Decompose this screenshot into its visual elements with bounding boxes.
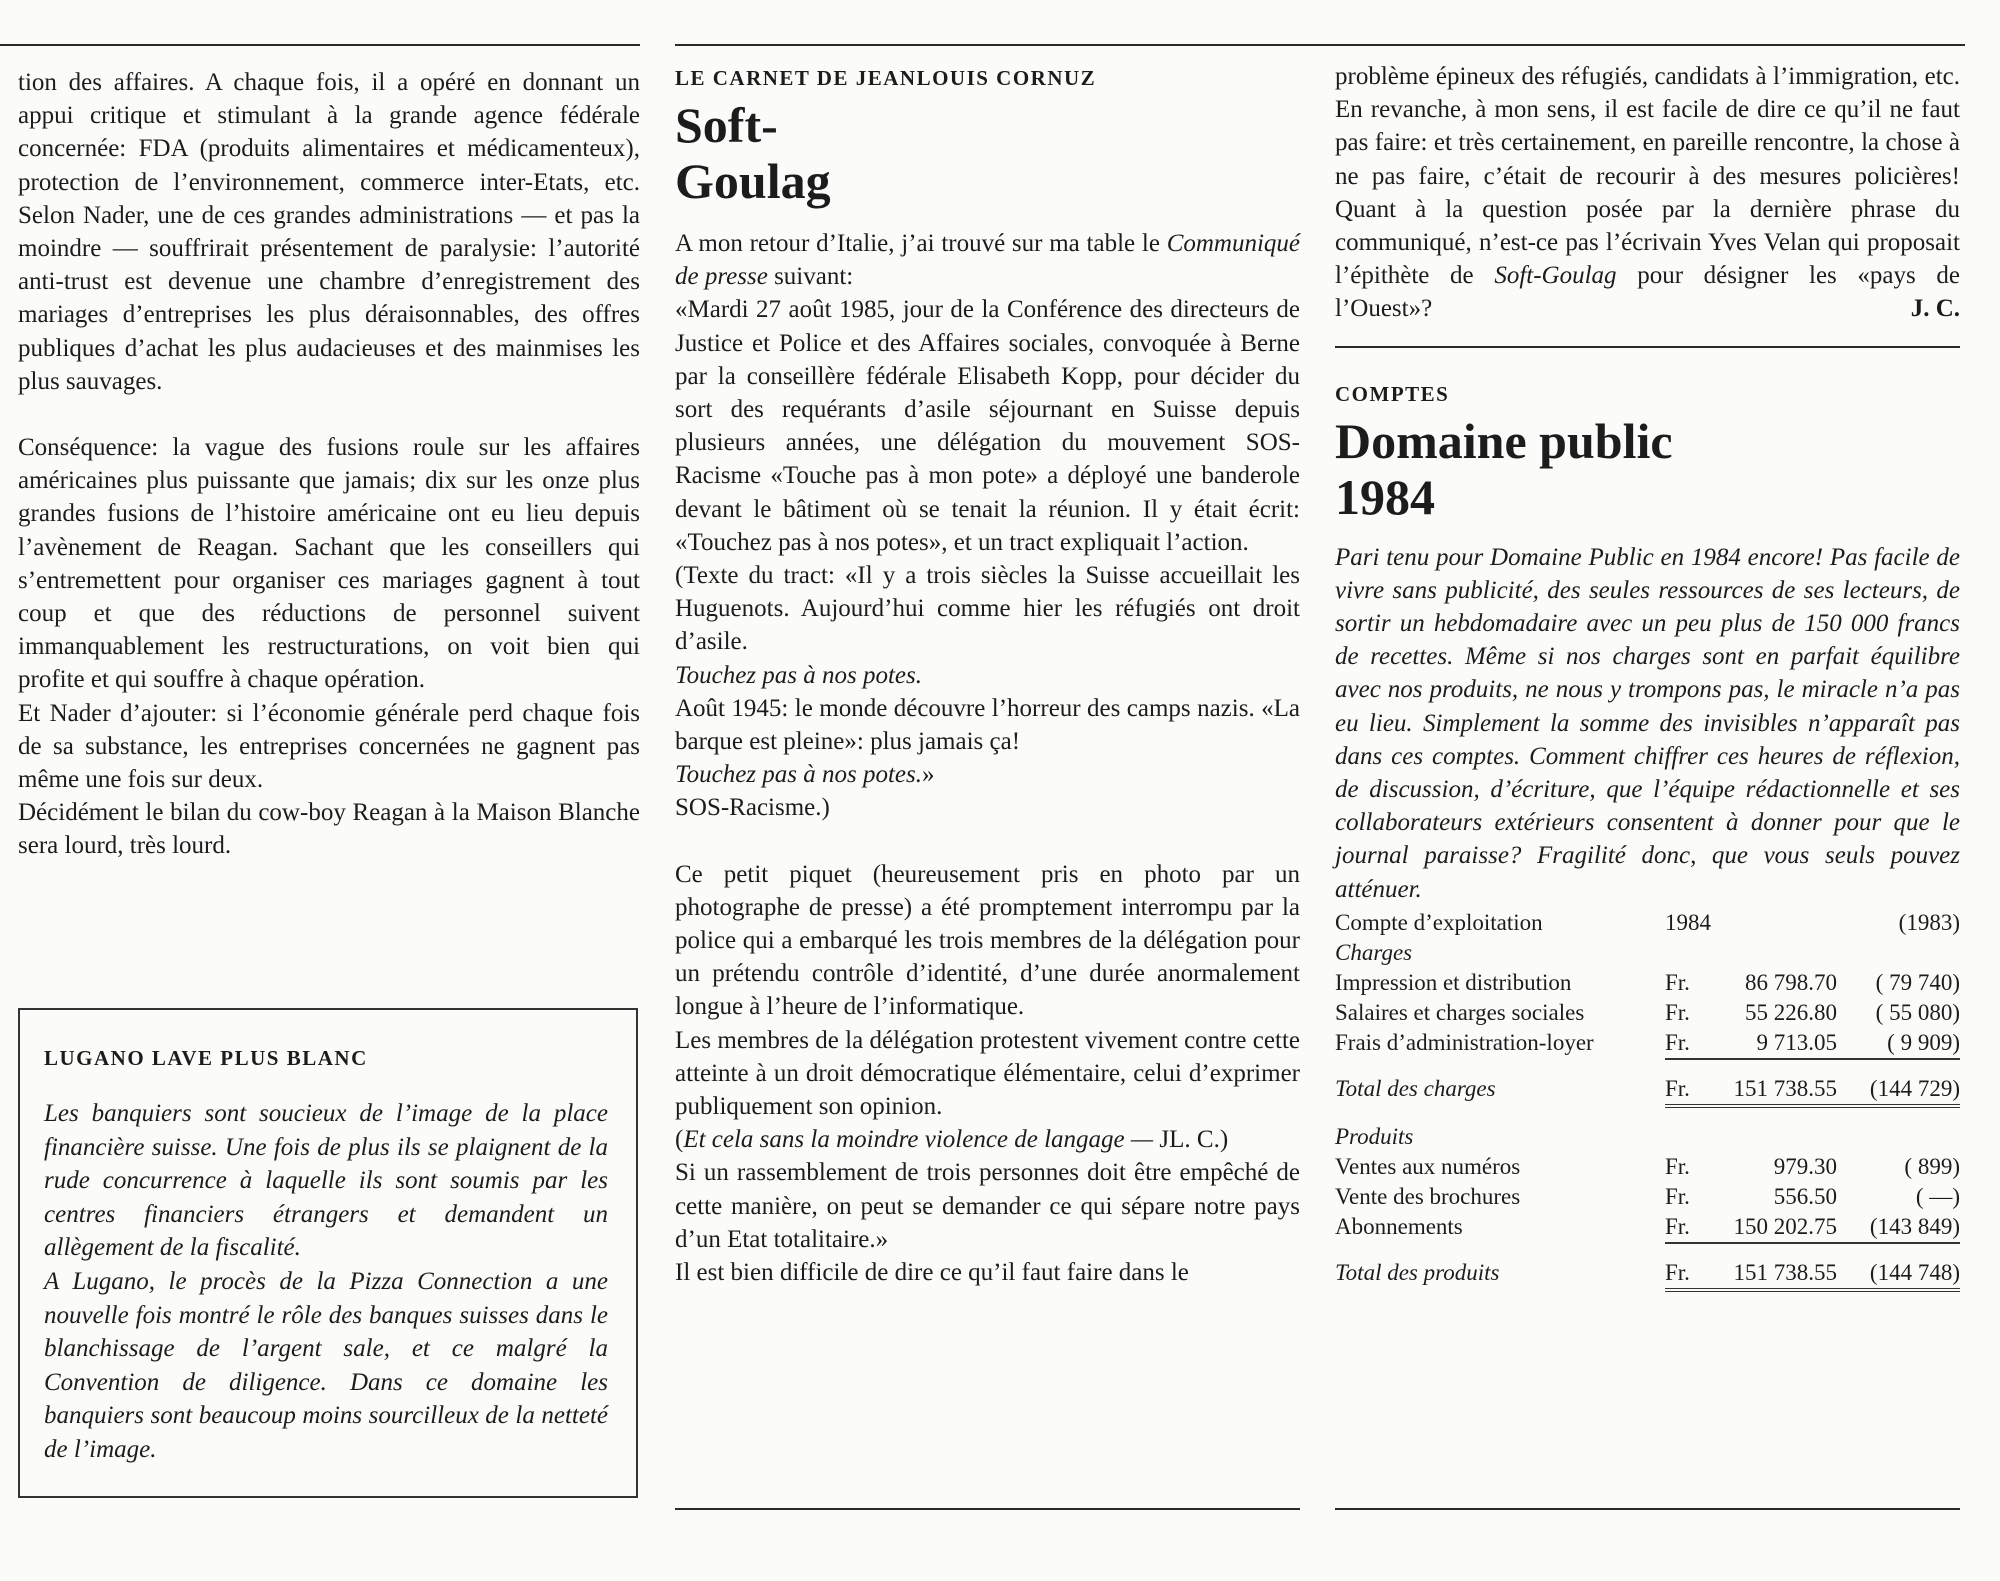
table-row (1335, 1028, 1960, 1059)
table-cell-amount: 9 713.05 (1707, 1028, 1837, 1059)
intro-text: A mon retour d’Italie, j’ai trouvé sur ma table le (675, 230, 1160, 257)
table-cell-label: Vente des brochures (1335, 1183, 1521, 1209)
intro-text: suivant: (774, 263, 854, 291)
table-cell-label: Abonnements (1335, 1213, 1463, 1239)
table-row (1335, 1212, 1960, 1243)
table-cell-prev: ( —) (1915, 1183, 1960, 1209)
table-cell-amount: 556.50 (1773, 1183, 1837, 1209)
table-cell-currency: Fr. (1665, 969, 1690, 995)
table-cell-currency: Fr. (1665, 999, 1690, 1025)
quote-slogan: Touchez pas à nos potes. (675, 761, 923, 789)
table-cell-prev: ( 79 740) (1875, 969, 1960, 995)
table-cell-currency: Fr. (1665, 1258, 1707, 1290)
table-cell-currency: Fr. (1665, 1074, 1707, 1106)
continuation-text: pour désigner les «pays de l’Ouest»? (1335, 262, 1961, 323)
table-row-total (1335, 1074, 1960, 1106)
quote-slogan-line (675, 758, 1300, 791)
quote-slogan: Touchez pas à nos potes. (675, 661, 923, 689)
title-line: Soft- (675, 97, 778, 153)
table-total-label: Total des charges (1335, 1075, 1496, 1101)
table-header-label: Compte d’exploitation (1335, 909, 1543, 935)
top-rule-col1 (0, 44, 640, 46)
title-line: Domaine public (1335, 412, 1673, 469)
table-cell-currency: Fr. (1665, 1183, 1690, 1209)
accounts-table (1335, 908, 1960, 1292)
section-divider (1335, 346, 1960, 348)
box-text: A Lugano, le procès de la Pizza Connection a une nouvelle fois montré le rôle des banques suisses dans le blanchissage de l’argent sale, et ce malgré la Convention de diligence. Dans ce domaine les banquiers sont beaucoup moins sourcilleux de la netteté de l’image. (44, 1267, 608, 1463)
table-cell-prev: ( 9 909) (1837, 1028, 1960, 1059)
table-total-label: Total des produits (1335, 1259, 1500, 1285)
table-cell-prev: ( 55 080) (1875, 999, 1960, 1025)
aside-signature: JL. C.) (1159, 1126, 1229, 1154)
box-heading: LUGANO LAVE PLUS BLANC (44, 1046, 368, 1070)
quote-paragraph: Août 1945: le monde découvre l’horreur des camps nazis. «La barque est pleine»: plus jamais ça! (675, 694, 1300, 756)
article-continuation (1335, 60, 1960, 326)
table-cell-label: Ventes aux numéros (1335, 1153, 1521, 1179)
sidebar-box-lugano (18, 1008, 638, 1498)
paren: ( (675, 1126, 684, 1154)
article-paragraph: Conséquence: la vague des fusions roule sur les affaires américaines plus puissante que jamais; dix sur les onze plus grandes fusions de l’histoire américaine ont eu lieu depuis l’avènement de Reagan. Sachant que les conseillers qui s’entremettent pour organiser ces mariages gagnent à tout coup et que des réductions de personnel suivent immanquablement les restructurations, on voit bien qui profite et qui souffre à chaque opération. (18, 434, 640, 694)
table-cell-label: Impression et distribution (1335, 969, 1572, 995)
table-total-amount: 151 738.55 (1707, 1074, 1837, 1106)
author-signature: J. C. (1910, 295, 1960, 323)
article-paragraph: Si un rassemblement de trois personnes doit être empêché de cette manière, on peut se demander ce qui sépare notre pays d’un Etat totalitaire.» (675, 1159, 1300, 1253)
article-paragraph: Les membres de la délégation protestent vivement contre cette atteinte à un droit démocratique élémentaire, celui d’exprimer publiquement son opinion. (675, 1026, 1300, 1121)
quote-paragraph: «Mardi 27 août 1985, jour de la Conférence des directeurs de Justice et Police et des Affaires sociales, convoquée à Berne par la conseillère fédérale Elisabeth Kopp, pour décider du sort des requérants d’asile séjournant en Suisse depuis plusieurs années, une délégation du mouvement SOS-Racisme «Touche pas à mon pote» a déployé une banderole devant le bâtiment où se tenait la réunion. Il y était écrit: «Touchez pas à nos potes», et un tract expliquait l’action. (675, 296, 1300, 556)
article-intro (675, 227, 1300, 293)
bottom-rule-col3 (1335, 1508, 1960, 1510)
intro-italic: Communiqué de presse (675, 230, 1301, 291)
table-row (1335, 1122, 1960, 1152)
table-cell-prev: ( 899) (1904, 1153, 1960, 1179)
table-row-total (1335, 1258, 1960, 1290)
article-paragraph: Décidément le bilan du cow-boy Reagan à la Maison Blanche sera lourd, très lourd. (18, 799, 640, 860)
table-cell-amount: 86 798.70 (1745, 969, 1837, 995)
table-section-label: Charges (1335, 939, 1413, 965)
table-cell-currency: Fr. (1665, 1212, 1707, 1243)
table-total-prev: (144 748) (1837, 1258, 1960, 1290)
column-left (18, 66, 640, 863)
table-cell-amount: 979.30 (1773, 1153, 1837, 1179)
quote-paragraph: SOS-Racisme.) (675, 794, 830, 822)
article-paragraph: tion des affaires. A chaque fois, il a opéré en donnant un appui critique et stimulant à la grande agence fédérale concernée: FDA (produits alimentaires et médicamenteux), protection de l’environnement, commerce inter-Etats, etc. Selon Nader, une de ces grandes administrations — et pas la moindre — souffrirait présentement de paralysie: l’autorité anti-trust est devenue une chambre d’enregistrement des mariages d’entreprises les plus déraisonnables, des offres publiques d’achat les plus audacieuses et des mainmises les plus sauvages. (18, 69, 640, 395)
table-cell-amount: 150 202.75 (1707, 1212, 1837, 1243)
column-right (1335, 60, 1960, 1292)
table-cell-label: Frais d’administration-loyer (1335, 1029, 1594, 1055)
article-title (1335, 413, 1960, 525)
table-cell-currency: Fr. (1665, 1028, 1707, 1059)
table-header-prev: (1983) (1898, 909, 1960, 935)
table-cell-currency: Fr. (1665, 1153, 1690, 1179)
table-row (1335, 1152, 1960, 1182)
article-title (675, 97, 1300, 209)
article-paragraph: Ce petit piquet (heureusement pris en photo par un photographe de presse) a été promptement interrompu par la police qui a embarqué les trois membres de la délégation pour un prétendu contrôle d’identité, d’une durée anormalement longue à l’heure de l’informatique. (675, 860, 1300, 1021)
article-paragraph (675, 1123, 1300, 1156)
table-total-prev: (144 729) (1837, 1074, 1960, 1106)
table-row (1335, 938, 1960, 968)
table-row (1335, 998, 1960, 1028)
title-line: 1984 (1335, 468, 1435, 525)
article-paragraph: Il est bien difficile de dire ce qu’il faut faire dans le (675, 1259, 1189, 1287)
box-text: Les banquiers sont soucieux de l’image de la place financière suisse. Une fois de plus ils se plaignent de la rude concurrence à laquelle ils sont soumis par les centres financiers étrangers et demandent un allègement de la fiscalité. (44, 1100, 608, 1262)
table-section-label: Produits (1335, 1123, 1414, 1149)
table-header-year: 1984 (1665, 909, 1711, 935)
section-kicker: COMPTES (1335, 381, 1450, 406)
table-total-amount: 151 738.55 (1707, 1258, 1837, 1290)
title-line: Goulag (675, 153, 831, 209)
continuation-italic: Soft-Goulag (1494, 262, 1617, 290)
table-row (1335, 968, 1960, 998)
quote-close: » (922, 761, 935, 789)
table-cell-label: Salaires et charges sociales (1335, 999, 1585, 1025)
column-middle (675, 34, 1300, 1289)
table-row (1335, 1182, 1960, 1212)
article-paragraph: Et Nader d’ajouter: si l’économie générale perd chaque fois de sa substance, les entreprises concernées ne gagnent pas même une fois sur deux. (18, 699, 640, 794)
table-cell-prev: (143 849) (1837, 1212, 1960, 1243)
table-row (1335, 908, 1960, 938)
italic-aside: Et cela sans la moindre violence de langage — (683, 1126, 1154, 1154)
table-cell-amount: 55 226.80 (1745, 999, 1837, 1025)
section-kicker: LE CARNET DE JEANLOUIS CORNUZ (675, 66, 1097, 90)
article-intro: Pari tenu pour Domaine Public en 1984 encore! Pas facile de vivre sans publicité, des seules ressources de ses lecteurs, de sortir un hebdomadaire avec un peu plus de 150 000 francs de recettes. Même si nos charges sont en parfait équilibre avec nos produits, ne nous y trompons pas, le miracle n’a pas eu lieu. Simplement la somme des invisibles n’apparaît pas dans ces comptes. Comment chiffrer ces heures de réflexion, de discussion, d’écriture, que l’équipe rédactionnelle et ses collaborateurs extérieurs consentent à donner pour que le journal paraisse? Fragilité donc, que vous seuls pouvez atténuer. (1335, 543, 1960, 903)
bottom-rule-col2 (675, 1508, 1300, 1510)
continuation-text: problème épineux des réfugiés, candidats à l’immigration, etc. En revanche, à mon sens, il est facile de dire ce qu’il ne faut pas faire: et très certainement, en pareille rencontre, la chose à ne pas faire, c’était de recourir à des mesures policières! Quant à la question posée par la dernière phrase du communiqué, n’est-ce pas l’écrivain Yves Velan qui proposait l’épithète de (1335, 63, 1960, 290)
quote-paragraph: (Texte du tract: «Il y a trois siècles la Suisse accueillait les Huguenots. Aujourd’hui comme hier les réfugiés ont droit d’asile. (675, 562, 1300, 656)
